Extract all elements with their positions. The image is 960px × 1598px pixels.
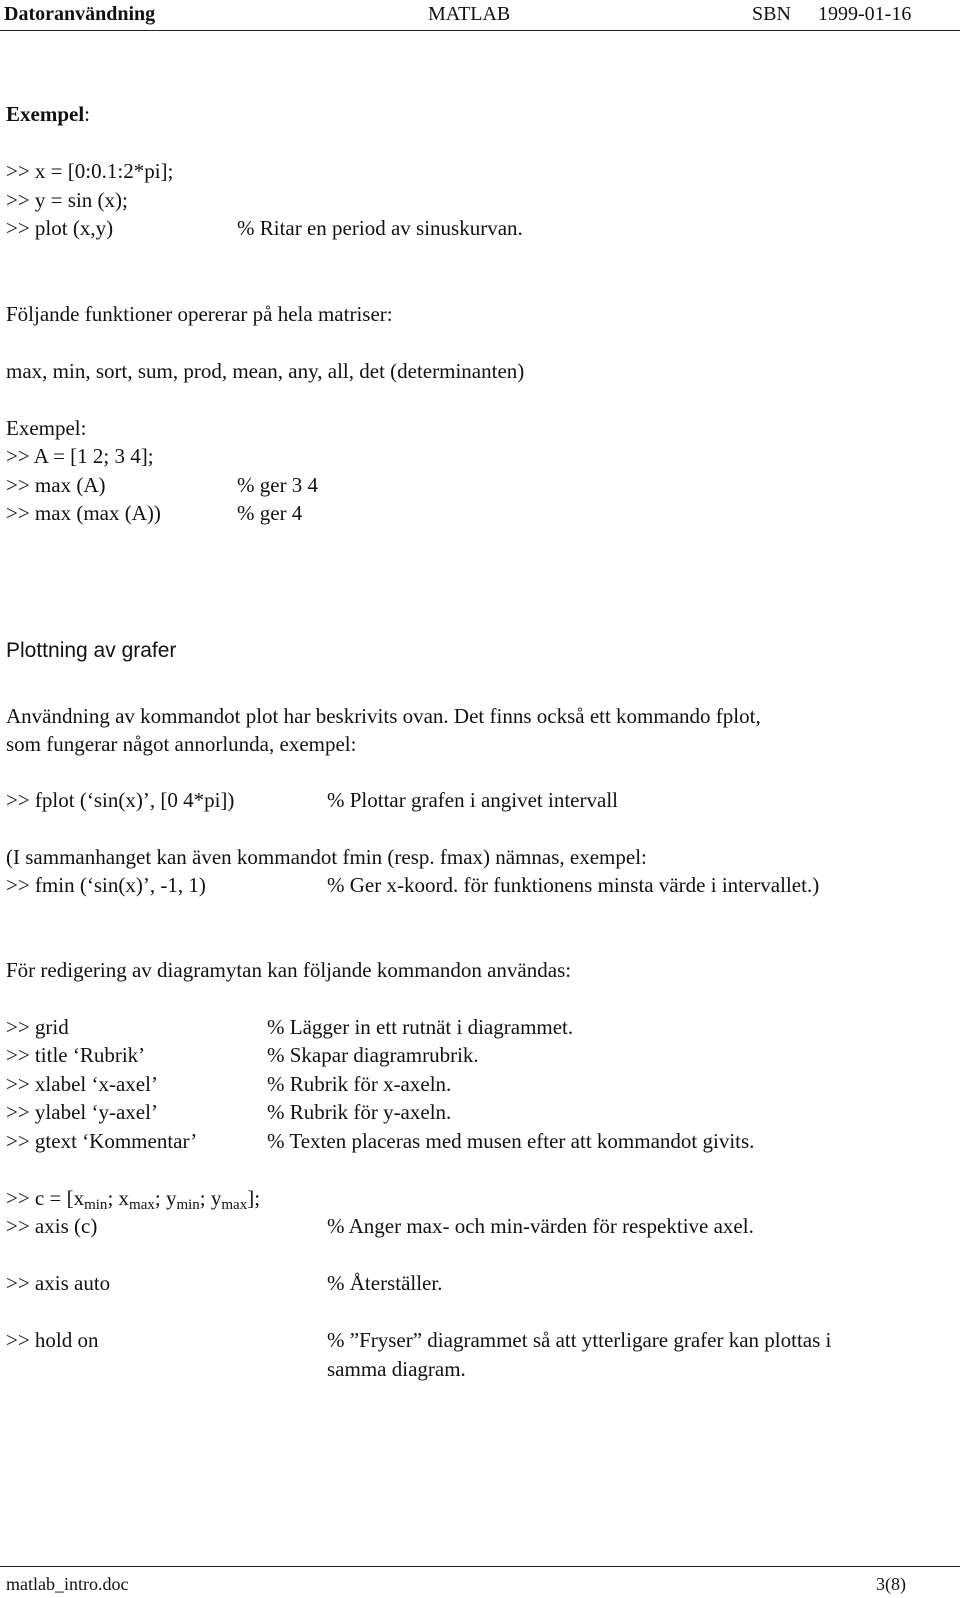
code-line-gtext: >> gtext ‘Kommentar’ xyxy=(6,1129,198,1153)
c-sub-xmin: min xyxy=(84,1197,108,1213)
c-sub-ymax: max xyxy=(221,1197,248,1213)
code-comment-xlabel: % Rubrik för x-axeln. xyxy=(267,1072,452,1096)
code-line-grid: >> grid xyxy=(6,1015,69,1039)
code-line-y: >> y = sin (x); xyxy=(6,188,128,212)
header-date: 1999-01-16 xyxy=(818,3,912,25)
code-comment-fmin: % Ger x-koord. för funktionens minsta värde i intervallet.) xyxy=(327,873,820,897)
footer-rule xyxy=(0,1566,960,1567)
code-comment-hold-on-line2: samma diagram. xyxy=(327,1357,466,1381)
example-heading xyxy=(6,100,90,128)
code-comment-fplot: % Plottar grafen i angivet intervall xyxy=(327,788,618,812)
code-line-hold-on: >> hold on xyxy=(6,1328,99,1352)
code-comment-title: % Skapar diagramrubrik. xyxy=(267,1043,479,1067)
c-sep1: ; x xyxy=(107,1186,130,1210)
code-line-fmin: >> fmin (‘sin(x)’, -1, 1) xyxy=(6,873,206,897)
code-line-maxmaxA: >> max (max (A)) xyxy=(6,501,161,525)
header-subject: MATLAB xyxy=(428,3,511,25)
code-comment-grid: % Lägger in ett rutnät i diagrammet. xyxy=(267,1015,574,1039)
example-heading-text: Exempel xyxy=(6,102,85,126)
fmin-note: (I sammanhanget kan även kommandot fmin (resp. fmax) nämnas, exempel: xyxy=(6,845,647,869)
code-line-title: >> title ‘Rubrik’ xyxy=(6,1043,146,1067)
c-sep3: ; y xyxy=(199,1186,222,1210)
code-comment-hold-on-line1: % ”Fryser” diagrammet så att ytterligare grafer kan plottas i xyxy=(327,1328,832,1352)
matrix-function-list: max, min, sort, sum, prod, mean, any, all, det (determinanten) xyxy=(6,359,525,383)
code-comment-axis-c: % Anger max- och min-värden för respektive axel. xyxy=(327,1214,754,1238)
code-comment-gtext: % Texten placeras med musen efter att kommandot givits. xyxy=(267,1129,755,1153)
code-line-xlabel: >> xlabel ‘x-axel’ xyxy=(6,1072,158,1096)
code-line-c xyxy=(6,1184,260,1212)
code-line-fplot: >> fplot (‘sin(x)’, [0 4*pi]) xyxy=(6,788,235,812)
footer-filename: matlab_intro.doc xyxy=(6,1574,129,1594)
c-suffix: ]; xyxy=(247,1186,261,1210)
c-sep2: ; y xyxy=(154,1186,177,1210)
example-heading-colon: : xyxy=(84,102,90,126)
c-prefix: >> c = [x xyxy=(6,1186,85,1210)
matrix-intro: Följande funktioner opererar på hela matriser: xyxy=(6,302,393,326)
code-line-ylabel: >> ylabel ‘y-axel’ xyxy=(6,1100,158,1124)
code-comment-plot: % Ritar en period av sinuskurvan. xyxy=(237,216,523,240)
plotting-paragraph-line1: Användning av kommandot plot har beskrivits ovan. Det finns också ett kommando fplot, xyxy=(6,704,761,728)
code-comment-axis-auto: % Återställer. xyxy=(327,1271,443,1295)
code-comment-maxmaxA: % ger 4 xyxy=(237,501,303,525)
matrix-example-heading: Exempel: xyxy=(6,416,87,440)
code-line-axis-auto: >> axis auto xyxy=(6,1271,111,1295)
code-line-maxA: >> max (A) xyxy=(6,473,106,497)
footer-page-number: 3(8) xyxy=(876,1574,906,1594)
c-sub-ymin: min xyxy=(176,1197,200,1213)
section-heading-plotting: Plottning av grafer xyxy=(6,639,177,662)
code-line-A: >> A = [1 2; 3 4]; xyxy=(6,444,154,468)
code-line-axis-c: >> axis (c) xyxy=(6,1214,98,1238)
header-rule xyxy=(0,30,960,31)
c-sub-xmax: max xyxy=(129,1197,155,1213)
editing-intro: För redigering av diagramytan kan följande kommandon användas: xyxy=(6,958,572,982)
code-comment-ylabel: % Rubrik för y-axeln. xyxy=(267,1100,452,1124)
code-line-plot: >> plot (x,y) xyxy=(6,216,114,240)
code-comment-maxA: % ger 3 4 xyxy=(237,473,319,497)
plotting-paragraph-line2: som fungerar något annorlunda, exempel: xyxy=(6,732,357,756)
code-line-x: >> x = [0:0.1:2*pi]; xyxy=(6,159,174,183)
header-author: SBN xyxy=(752,3,791,25)
header-title: Datoranvändning xyxy=(4,3,156,25)
